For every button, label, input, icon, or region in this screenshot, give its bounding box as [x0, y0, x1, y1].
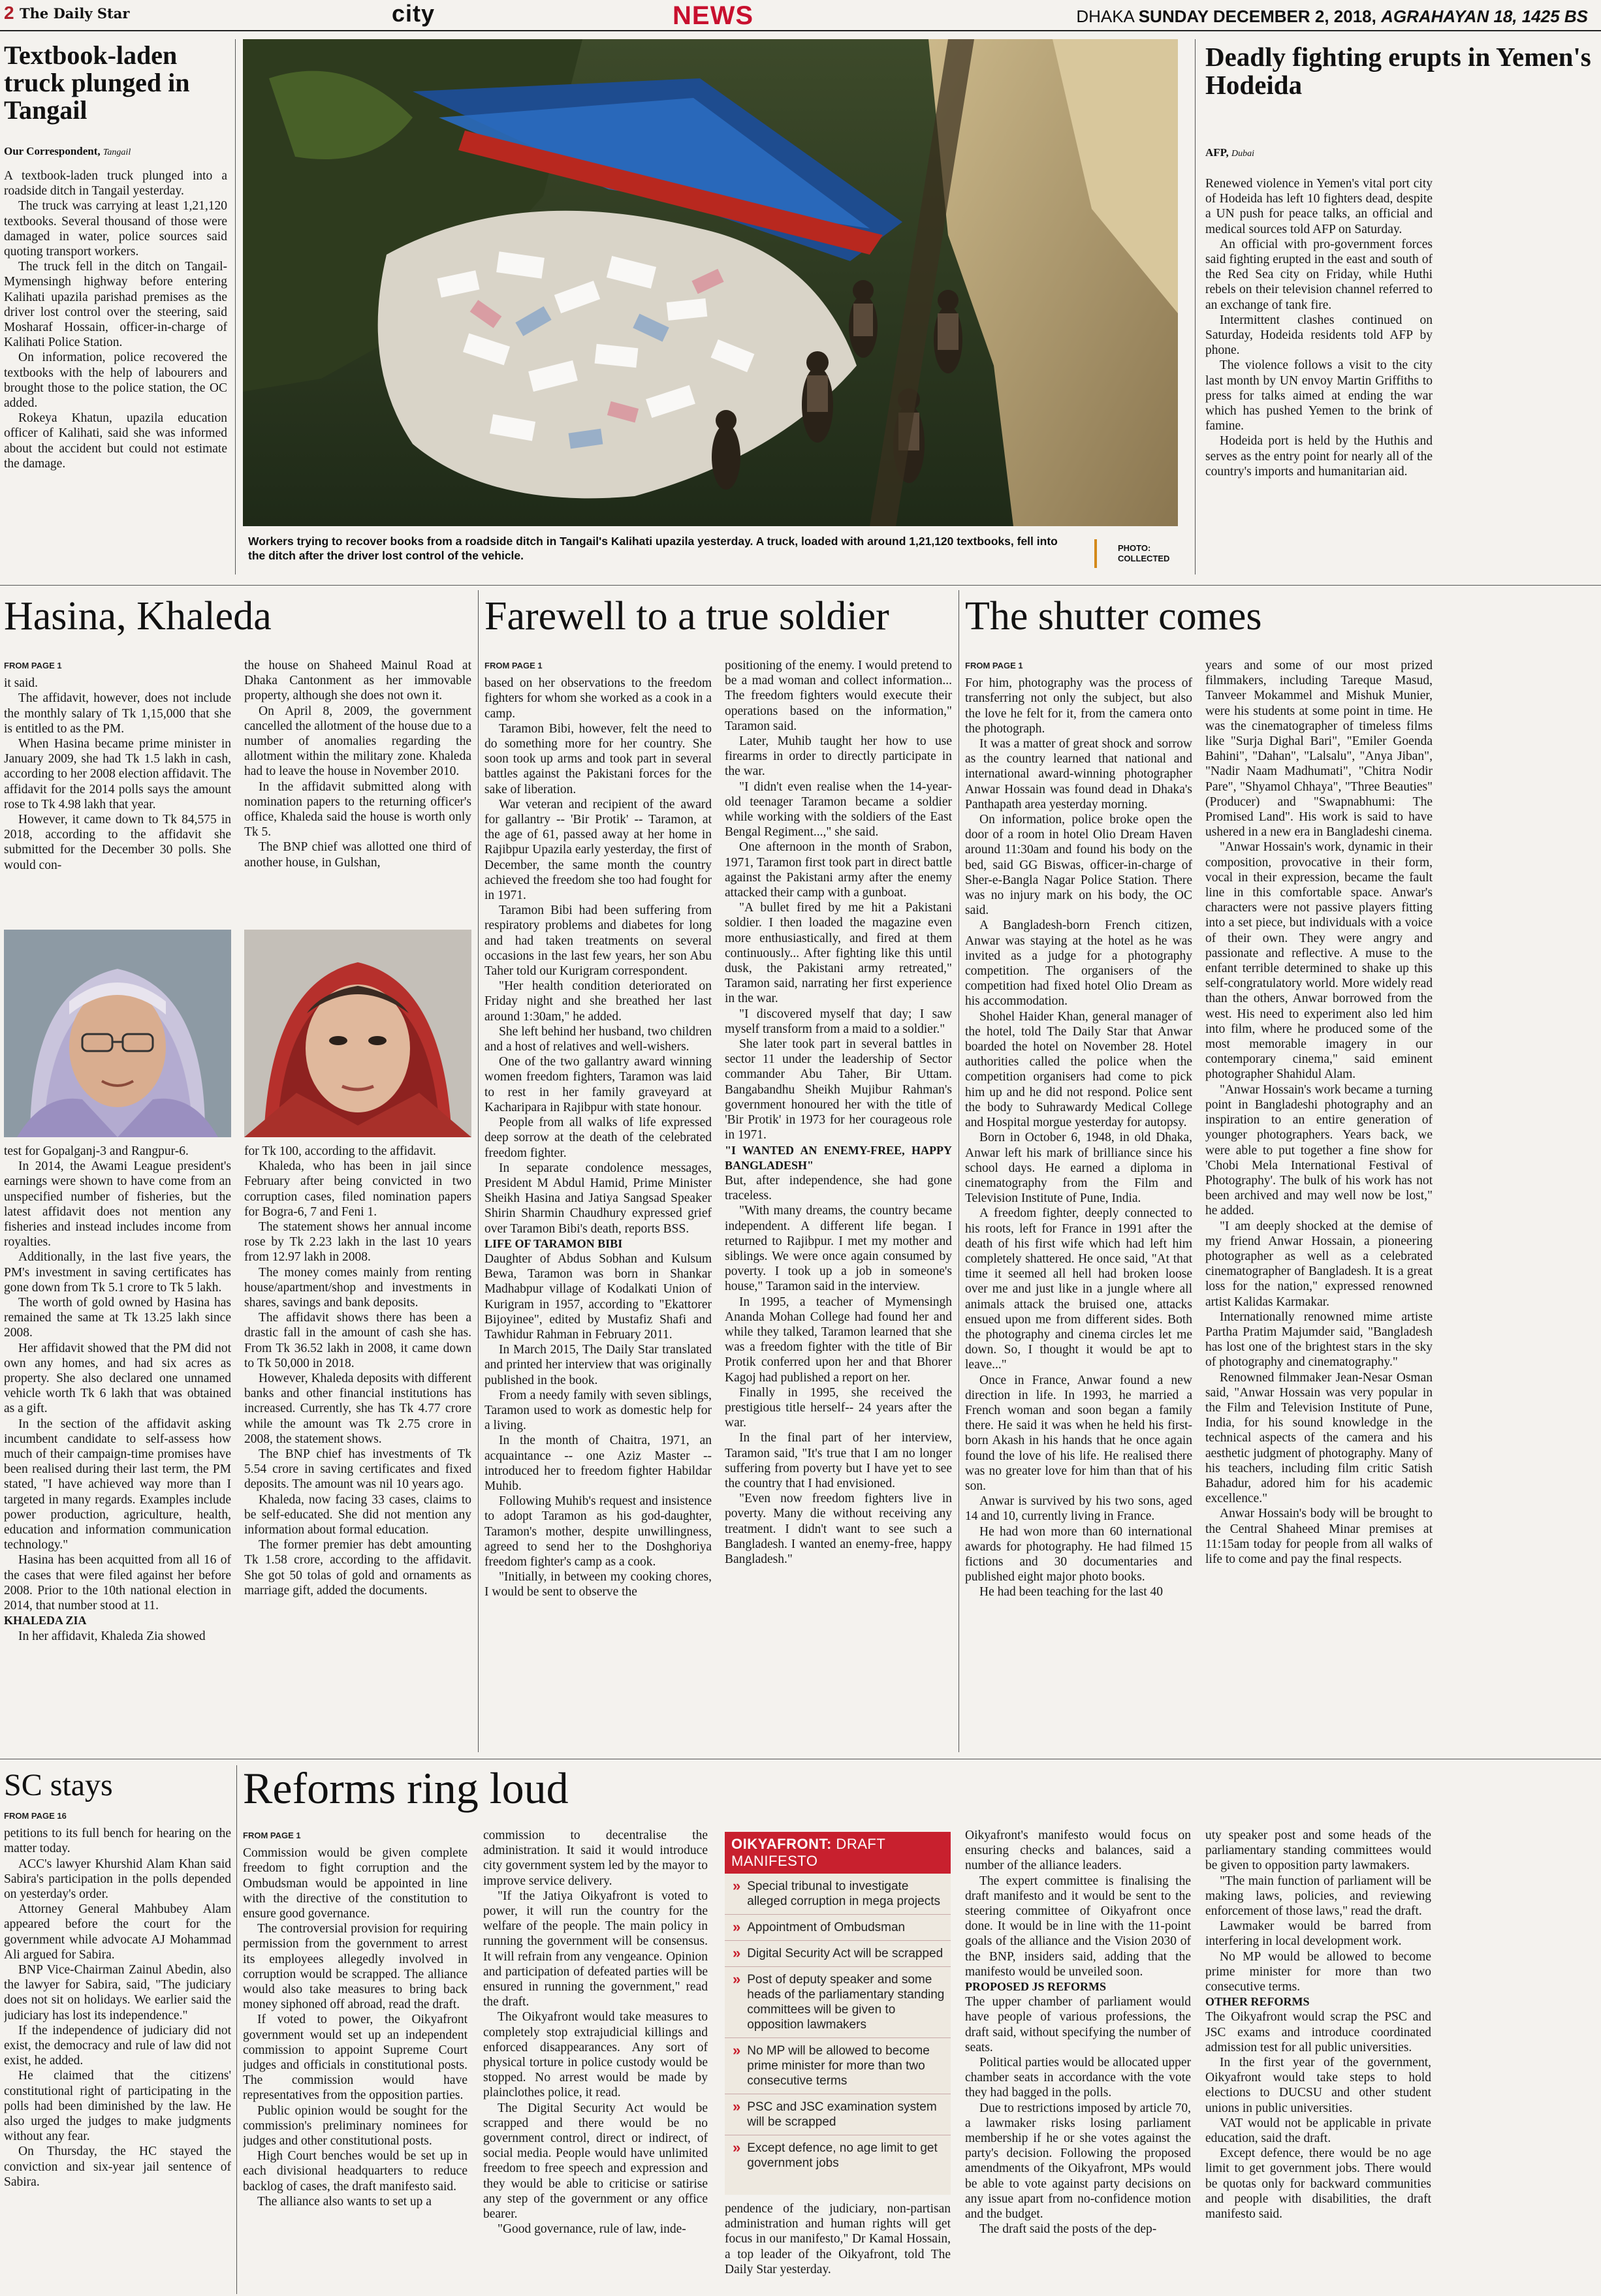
- paragraph: He had won more than 60 international awards for photography. He had filmed 15 fictions and 30 documentaries and published eight major photo books.: [965, 1524, 1192, 1584]
- paragraph: He claimed that the citizens' constitutional right of participating in the polls had been diminished by the law. He also urged the judges to make judgments without any fear.: [4, 2069, 231, 2144]
- paragraph: The Oikyafront would take measures to completely stop extrajudicial killings and enforced disappearances. Any sort of physical torture in police custody would be stopped. No arrest would be made by plainclothes police, it read.: [483, 2010, 708, 2100]
- paragraph: Daughter of Abdus Sobhan and Kulsum Bewa, Taramon was born in Shankar Madhabpur village of Kodalkati Union of Kurigram in 1957, according to "Ekattorer Bijoyinee", edited by Mustafiz Shafi and Tawhidur Rahman in February 2011.: [484, 1251, 712, 1342]
- hasina-col1-bottom: [4, 1144, 231, 1733]
- truck-headline: Textbook-laden truck plunged in Tangail: [4, 40, 190, 125]
- dateline: [1076, 7, 1588, 27]
- paragraph: Internationally renowned mime artiste Partha Pratim Majumder said, "Bangladesh has lost one of the brightest stars in the sky of photography and cinematography.": [1205, 1310, 1433, 1370]
- photo-credit-label: PHOTO:: [1118, 543, 1151, 553]
- paragraph: "The main function of parliament will be making laws, policies, and reviewing enforcement of those laws," read the draft.: [1205, 1874, 1431, 1919]
- from-page-label: FROM PAGE 1: [4, 661, 62, 670]
- from-page-label: FROM PAGE 1: [965, 661, 1023, 670]
- paragraph: The BNP chief was allotted one third of another house, in Gulshan,: [244, 840, 471, 870]
- date-bangla: AGRAHAYAN 18, 1425 BS: [1381, 7, 1588, 26]
- paragraph: Attorney General Mahbubey Alam appeared before the court for the government while advocate AJ Mohammad Ali argued for Sabira.: [4, 1902, 231, 1962]
- paragraph: Except defence, there would be no age limit to get government jobs. There would be quotas only for backward communities and people with disabilities, the draft manifesto said.: [1205, 2147, 1431, 2222]
- paragraph: If voted to power, the Oikyafront government would set up an independent commission to appoint Supreme Court judges and officials in constitutional posts. The commission would have representatives from the opposition parties.: [243, 2013, 468, 2103]
- paragraph: Later, Muhib taught her how to use firearms in order to directly participate in the war.: [725, 734, 952, 779]
- paragraph: Anwar Hossain's body will be brought to the Central Shaheed Minar premises at 11:15am today for people from all walks of life to come and pay the final respects.: [1205, 1507, 1433, 1566]
- manifesto-item-text: Post of deputy speaker and some heads of the parliamentary standing committees will be given to opposition lawmakers: [747, 1973, 945, 2032]
- paragraph: "I didn't even realise when the 14-year-old teenager Taramon became a soldier while working with the soldiers of the East Bengal Regiment...," she said.: [725, 779, 952, 840]
- truck-byline-place: Tangail: [103, 148, 131, 157]
- subheading: PROPOSED JS REFORMS: [965, 1980, 1107, 1994]
- paragraph: An official with pro-government forces said fighting erupted in the east and south of the Red Sea city on Friday, while Huthi rebels on their television channel referred to an exchange of tank fire.: [1205, 237, 1433, 312]
- paragraph: "Initially, in between my cooking chores, I would be sent to observe the: [484, 1570, 712, 1599]
- manifesto-item-text: PSC and JSC examination system will be scrapped: [747, 2100, 937, 2129]
- manifesto-item: [725, 1915, 951, 1941]
- paragraph: "Even now freedom fighters live in poverty. Many die without receiving any treatment. I didn't want to see such a Bangladesh. I wanted an enemy-free, happy Bangladesh.": [725, 1492, 952, 1566]
- paragraph: Following Muhib's request and insistence to adopt Taramon as his god-daughter, Taramon's mother, despite unwillingness, agreed to send her to the Doshghoriya freedom fighter's camp as a cook.: [484, 1494, 712, 1569]
- paragraph: In the section of the affidavit asking incumbent candidate to self-assess how much of their campaign-time promises have been realised during their last term, the PM stated, "I have achieved way more than I targeted in many regards. Examples include power production, agriculture, health, education and information communication technology.": [4, 1417, 231, 1552]
- shutter-col2: [1205, 658, 1433, 1755]
- manifesto-title-bold: OIKYAFRONT:: [731, 1836, 832, 1852]
- hasina-portrait: [4, 930, 231, 1137]
- soldier-col1: [484, 658, 712, 1755]
- paragraph: pendence of the judiciary, non-partisan administration and human rights will get focus in our manifesto," Dr Kamal Hossain, a top leader of the Oikyafront, told The Daily Star yesterday.: [725, 2202, 951, 2276]
- paragraph: BNP Vice-Chairman Zainul Abedin, also the lawyer for Sabira, said, "The judiciary does not sit on holidays. We earlier said the judiciary has lost its independence.": [4, 1963, 231, 2022]
- paragraph: A textbook-laden truck plunged into a roadside ditch in Tangail yesterday.: [4, 169, 227, 198]
- paragraph: Taramon Bibi had been suffering from respiratory problems and diabetes for long and had taken treatments on several occasions in the last few years, her son Abu Taher told our Kurigram correspondent.: [484, 904, 712, 979]
- paragraph: She later took part in several battles in sector 11 under the leadership of Sector commander Abu Taher, Bir Uttam. Bangabandhu Sheikh Mujibur Rahman's government honoured her with the title of 'Bir Protik' in 1973 for her courageous role in 1971.: [725, 1037, 952, 1142]
- paragraph: Anwar is survived by his two sons, aged 14 and 10, currently living in France.: [965, 1494, 1192, 1524]
- paragraph: One of the two gallantry award winning women freedom fighters, Taramon was laid to rest in her family graveyard at Kacharipara in Rajibpur with state honour.: [484, 1055, 712, 1114]
- from-page-label: FROM PAGE 1: [484, 661, 543, 670]
- paragraph: "If the Jatiya Oikyafront is voted to power, it will run the country for the welfare of the people. The main policy in running the government will be consensus. It will refrain from any vengeance. Opinion and participation of defeated parties will be ensured in running the government," read the draft.: [483, 1889, 708, 2009]
- paragraph: Finally in 1995, she received the prestigious title herself-- 24 years after the war.: [725, 1385, 952, 1430]
- paragraph: The upper chamber of parliament would have people of various professions, the draft said, without specifying the number of seats.: [965, 1995, 1191, 2054]
- subheading: KHALEDA ZIA: [4, 1614, 87, 1628]
- paragraph: In 2014, the Awami League president's earnings were shown to have come from an unspecified number of fisheries, but the latest affidavit does not mention any fisheries and instead includes income from royalties.: [4, 1159, 231, 1250]
- paragraph: "I am deeply shocked at the demise of my friend Anwar Hossain, a pioneering photographer as well as a celebrated cinematographer of Bangladesh. It is a great loss for the nation," expressed renowned artist Kalidas Karmakar.: [1205, 1219, 1433, 1309]
- reforms-col3: [965, 1828, 1191, 2294]
- paragraph: The money comes mainly from renting house/apartment/shop and investments in shares, savings and bank deposits.: [244, 1265, 471, 1310]
- chevron-right-icon: »: [733, 1878, 741, 1894]
- khaleda-portrait: [244, 930, 471, 1137]
- paragraph: "I discovered myself that day; I saw myself transform from a maid to a soldier.": [725, 1007, 952, 1036]
- sc-body: [4, 1808, 231, 2291]
- column-rule: [236, 1765, 237, 2294]
- paragraph: In the final part of her interview, Taramon said, "It's true that I am no longer suffering from poverty but I have yet to see the country that I had envisioned.: [725, 1431, 952, 1490]
- paragraph: In 1995, a teacher of Mymensingh Ananda Mohan College had found her and while they talked, Taramon learned that she was a freedom fighter with the title of Bir Protik conferred upon her and that Bhorer Kagoj had published a report on her.: [725, 1295, 952, 1385]
- manifesto-item: [725, 2038, 951, 2094]
- column-rule: [1195, 39, 1196, 574]
- paragraph: Khaleda, who has been in jail since February after being convicted in two corruption cases, filed nomination papers for Bogra-6, 7 and Feni 1.: [244, 1159, 471, 1219]
- paragraph: Khaleda, now facing 33 cases, claims to be self-educated. She did not mention any information about formal education.: [244, 1492, 471, 1537]
- paragraph: But, after independence, she had gone traceless.: [725, 1173, 952, 1203]
- paragraph: based on her observations to the freedom fighters for whom she worked as a cook in a camp.: [484, 676, 712, 721]
- paragraph: If the independence of judiciary did not exist, the democracy and rule of law did not exist, he added.: [4, 2023, 231, 2068]
- paragraph: VAT would not be applicable in private education, said the draft.: [1205, 2116, 1431, 2146]
- reforms-headline: Reforms ring loud: [243, 1763, 569, 1813]
- paragraph: On information, police broke open the door of a room in hotel Olio Dream Haven around 11:30am and found his body on the bed, said GG Biswas, officer-in-charge of Sher-e-Bangla Nagar Police Station. There was no injury mark on his body, the OC said.: [965, 813, 1192, 918]
- paragraph: Taramon Bibi, however, felt the need to do something more for her country. She soon took up arms and took part in several battles against the Pakistani forces for the sake of liberation.: [484, 721, 712, 796]
- subheading: "I WANTED AN ENEMY-FREE, HAPPY BANGLADESH": [725, 1143, 952, 1172]
- paragraph: The draft said the posts of the dep-: [979, 2222, 1157, 2237]
- manifesto-item-text: Digital Security Act will be scrapped: [747, 1947, 943, 1960]
- paragraph: The worth of gold owned by Hasina has remained the same at Tk 13.25 lakh since 2008.: [4, 1296, 231, 1340]
- subheading: LIFE OF TARAMON BIBI: [484, 1236, 623, 1250]
- paragraph: From a needy family with seven siblings, Taramon used to work as domestic help for a living.: [484, 1388, 712, 1433]
- manifesto-item: [725, 1941, 951, 1967]
- truck-photo: [243, 39, 1178, 526]
- khaleda-portrait-illustration: [244, 930, 471, 1137]
- sc-headline: SC stays: [4, 1768, 113, 1802]
- paragraph: In March 2015, The Daily Star translated and printed her interview that was originally published in the book.: [484, 1343, 712, 1387]
- chevron-right-icon: »: [733, 1945, 741, 1961]
- photo-caption: Workers trying to recover books from a roadside ditch in Tangail's Kalihati upazila yesterday. A truck, loaded with around 1,21,120 textbooks, fell into the ditch after the driver lost control of the vehicle.: [248, 535, 1058, 562]
- paragraph: for Tk 100, according to the affidavit.: [244, 1144, 436, 1158]
- paragraph: Oikyafront's manifesto would focus on ensuring checks and balances, said a number of the alliance leaders.: [965, 1829, 1191, 1873]
- paragraph: petitions to its full bench for hearing on the matter today.: [4, 1827, 231, 1856]
- paragraph: High Court benches would be set up in each divisional headquarters to reduce backlog of cases, the draft manifesto said.: [243, 2149, 468, 2194]
- section-rule: [0, 585, 1601, 586]
- paragraph: The BNP chief has investments of Tk 5.54 crore in saving certificates and fixed deposits. The amount was nil 10 years ago.: [244, 1447, 471, 1492]
- paragraph: The affidavit shows there has been a drastic fall in the amount of cash she has. From Tk 36.52 lakh in 2008, it came down to Tk 50,000 in 2018.: [244, 1311, 471, 1370]
- paragraph: In the affidavit submitted along with nomination papers to the returning officer's office, Khaleda said the house is worth only Tk 5.: [244, 779, 471, 840]
- paragraph: Commission would be given complete freedom to fight corruption and the Ombudsman would be appointed in line with the directive of the constitution to ensure good governance.: [243, 1846, 468, 1921]
- manifesto-item: [725, 1967, 951, 2038]
- paragraph: In her affidavit, Khaleda Zia showed: [18, 1629, 206, 1643]
- shutter-col1: [965, 658, 1192, 1755]
- paragraph: test for Gopalganj-3 and Rangpur-6.: [4, 1144, 189, 1158]
- manifesto-item-text: Appointment of Ombudsman: [747, 1921, 906, 1934]
- truck-byline: [4, 145, 232, 158]
- manifesto-title: [725, 1832, 951, 1874]
- paragraph: "Her health condition deteriorated on Friday night and she breathed her last around 1:30am," he added.: [484, 979, 712, 1024]
- hasina-col2-top: [244, 658, 471, 928]
- chevron-right-icon: »: [733, 2139, 741, 2156]
- manifesto-title-rest: DRAFT MANIFESTO: [731, 1836, 885, 1869]
- paragraph: commission to decentralise the administration. It said it would introduce city government system led by the mayor to improve service delivery.: [483, 1829, 708, 1888]
- paragraph: Intermittent clashes continued on Saturday, Hodeida residents told AFP by phone.: [1205, 313, 1433, 358]
- subheading: OTHER REFORMS: [1205, 1995, 1310, 2009]
- paragraph: "A bullet fired by me hit a Pakistani soldier. I then loaded the magazine even more enthusiastically, and fired at them continuously... After fighting like this until dusk, the Pakistani army retreated," Taramon said, narrating her first experience in the war.: [725, 901, 952, 1006]
- reforms-col2: [483, 1828, 708, 2294]
- paragraph: In the first year of the government, Oikyafront would take steps to hold elections to DUCSU and other student unions in public universities.: [1205, 2056, 1431, 2115]
- manifesto-item: [725, 2135, 951, 2176]
- paragraph: "Good governance, rule of law, inde-: [498, 2222, 686, 2237]
- paragraph: Due to restrictions imposed by article 70, a lawmaker risks losing parliament membership if he or she votes against the party's decision. Following the proposed amendments of the Oikyafront, MPs would be able to vote against party decisions on any issue apart from no-confidence motion and the budget.: [965, 2101, 1191, 2222]
- chevron-right-icon: »: [733, 1971, 741, 1987]
- truck-photo-illustration: [243, 39, 1178, 526]
- paragraph: The controversial provision for requiring permission from the government to arrest its employees allegedly involved in corruption would be scrapped. The alliance would also take measures to bring back money siphoned off abroad, read the draft.: [243, 1922, 468, 2012]
- paragraph: Shohel Haider Khan, general manager of the hotel, told The Daily Star that Anwar boarded the hotel on November 28. Hotel authorities called the police when the competition organisers had come to pick him up and he did not respond. Police sent the body to Suhrawardy Medical College and Hospital morgue yesterday for autopsy.: [965, 1009, 1192, 1130]
- paper-name: The Daily Star: [20, 5, 130, 22]
- paragraph: positioning of the enemy. I would pretend to be a mad woman and collect information... The freedom fighters would execute their operations based on the information," Taramon said.: [725, 659, 952, 733]
- paragraph: years and some of our most prized filmmakers, including Tareque Masud, Tanveer Mokammel and Mishuk Munier, were his students at some point in time. He was the cinematographer of timeless films like "Surja Dighal Bari", "Emiler Goenda Bahini", "Dahan", "Lalsalu", "Anya Jiban", "Nadir Naam Madhumati", "Chitra Nodir Pare", "Shyamol Chhaya", "Three Beauties" (Producer) and "Swapnabhumi: The Promised Land". His work is said to have ushered in a new era in Bangladeshi cinema.: [1205, 659, 1433, 840]
- paragraph: Political parties would be allocated upper chamber seats in accordance with the vote they had bagged in the polls.: [965, 2056, 1191, 2100]
- paragraph: War veteran and recipient of the award for gallantry -- 'Bir Protik' -- Taramon, at the age of 61, passed away at her home in Rajibpur Upazila early yesterday, the first of December, the same month the country achieved the freedom she too had fought for in 1971.: [484, 797, 712, 903]
- from-page-label: FROM PAGE 1: [243, 1831, 301, 1840]
- credit-marker: [1094, 539, 1097, 568]
- page-number: 2: [4, 3, 14, 23]
- paragraph: Rokeya Khatun, upazila education officer of Kalihati, said she was informed about the accident but could not estimate the damage.: [4, 411, 227, 471]
- paragraph: In the month of Chaitra, 1971, an acquaintance -- one Aziz Master -- introduced her to freedom fighter Habildar Muhib.: [484, 1434, 712, 1493]
- paragraph: One afternoon in the month of Srabon, 1971, Taramon first took part in direct battle against the Pakistani army after the enemy attacked their camp with a gunboat.: [725, 840, 952, 900]
- chevron-right-icon: »: [733, 2098, 741, 2115]
- paragraph: Hodeida port is held by the Huthis and serves as the entry point for nearly all of the country's imports and humanitarian aid.: [1205, 434, 1433, 479]
- paragraph: The affidavit, however, does not include the monthly salary of Tk 1,15,000 that she is entitled to as the PM.: [4, 691, 231, 736]
- shutter-headline: The shutter comes: [965, 594, 1262, 638]
- paragraph: the house on Shaheed Mainul Road at Dhaka Cantonment as her immovable property, although she does not own it.: [244, 659, 471, 703]
- paragraph: Born in October 6, 1948, in old Dhaka, Anwar left his mark of brilliance since his school days. He earned a diploma in cinematography from the Film and Television Institute of Pune, India.: [965, 1131, 1192, 1206]
- paragraph: A Bangladesh-born French citizen, Anwar was staying at the hotel as he was invited as a judge for a photography competition. The organisers of the competition had fixed hotel Olio Dream as his accommodation.: [965, 919, 1192, 1009]
- paragraph: For him, photography was the process of transferring not only the subject, but also the love he felt for it, from the camera onto the photograph.: [965, 676, 1192, 736]
- paragraph: He had been teaching for the last 40: [979, 1585, 1164, 1599]
- paragraph: Once in France, Anwar found a new direction in life. In 1993, he married a French woman and soon began a family there. He said it was when he held his first-born Akash in his hands that he once again found the love of his life. He realised there was no greater love for him than that of his son.: [965, 1373, 1192, 1493]
- photo-credit: [1118, 543, 1183, 564]
- paragraph: In separate condolence messages, President M Abdul Hamid, Prime Minister Sheikh Hasina and Jatiya Sangsad Speaker Shirin Sharmin Chaudhury expressed grief over Taramon Bibi's death, reports BSS.: [484, 1161, 712, 1236]
- truck-body: [4, 168, 227, 573]
- paragraph: uty speaker post and some heads of the parliamentary standing committees would be given to opposition party lawmakers.: [1205, 1829, 1431, 1873]
- reforms-col4: [1205, 1828, 1431, 2294]
- hasina-col1-top: [4, 658, 231, 928]
- paragraph: She left behind her husband, two children and a host of relatives and well-wishers.: [484, 1024, 712, 1054]
- reforms-col2-cont: [725, 2201, 951, 2293]
- yemen-headline: Deadly fighting erupts in Yemen's Hodeida: [1205, 42, 1591, 101]
- chevron-right-icon: »: [733, 2042, 741, 2058]
- paragraph: A freedom fighter, deeply connected to his roots, left for France in 1991 after the death of his first wife which had left him completely shattered. He once said, "At that time it seemed all hell had broken loose over me and just like in a jungle where all animals attack the bruised one, attacks ensued upon me from different sides. Both the photography and cinema circles let me down. So, I thought it would be apt to leave...": [965, 1206, 1192, 1372]
- manifesto-box: [725, 1832, 951, 2195]
- paragraph: Public opinion would be sought for the commission's preliminary nominees for judges and other constitutional posts.: [243, 2103, 468, 2148]
- section-city: city: [392, 0, 436, 27]
- paragraph: People from all walks of life expressed deep sorrow at the death of the celebrated freedom fighter.: [484, 1116, 712, 1160]
- page-header: [0, 0, 1601, 31]
- section-news: NEWS: [673, 1, 753, 30]
- paragraph: "Anwar Hossain's work, dynamic in their composition, provocative in their form, vocal in their expression, became the fault line in this comfortable space. Anwar's characters were not passive players fitting into a set piece, but individuals with a voice of their own. They were angry and passionate and reflective. A muse to the enfant terrible determined to shake up this self-congratulatory world. More widely read than the others, Anwar borrowed from the west. His need to experiment also led him into film, where he produced some of the most memorable imagery in our contemporary cinema," said eminent photographer Shahidul Alam.: [1205, 840, 1433, 1082]
- manifesto-item: [725, 1874, 951, 1915]
- paragraph: The truck fell in the ditch on Tangail-Mymensingh highway before entering Kalihati upazila parishad premises as the driver lost control over the steering, said Mosharaf Hossain, officer-in-charge of Kalihati Police Station.: [4, 260, 227, 350]
- yemen-body: [1205, 176, 1433, 574]
- date-day: SUNDAY DECEMBER 2, 2018,: [1138, 7, 1376, 26]
- paragraph: The violence follows a visit to the city last month by UN envoy Martin Griffiths to press for talks aimed at ending the war which has pushed Yemen to the brink of famine.: [1205, 358, 1433, 433]
- soldier-headline: Farewell to a true soldier: [484, 594, 889, 638]
- manifesto-item: [725, 2094, 951, 2135]
- paragraph: The former premier has debt amounting Tk 1.58 crore, according to the affidavit. She got 50 tolas of gold and ornaments as marriage gift, added the documents.: [244, 1538, 471, 1597]
- column-rule: [478, 590, 479, 1752]
- paragraph: However, Khaleda deposits with different banks and other financial institutions has increased. Currently, she has Tk 4.77 crore while the amount was Tk 2.75 crore in 2008, the statement shows.: [244, 1372, 471, 1446]
- paragraph: The Digital Security Act would be scrapped and there would be no government control, direct or indirect, of social media. People would have unlimited freedom to free speech and expression and they would be able to criticise or satirise any step of the government or any office bearer.: [483, 2101, 708, 2222]
- paragraph: Hasina has been acquitted from all 16 of the cases that were filed against her before 2008. Prior to the 10th national election in 2014, that number stood at 11.: [4, 1553, 231, 1613]
- paragraph: Additionally, in the last five years, the PM's investment in saving certificates has gone down from Tk 5.1 crore to Tk 5 lakh.: [4, 1250, 231, 1295]
- paragraph: it said.: [4, 676, 38, 691]
- reforms-col1: [243, 1828, 468, 2294]
- paragraph: Renewed violence in Yemen's vital port city of Hodeida has left 10 fighters dead, despite a UN push for peace talks, an official and medical sources told AFP on Saturday.: [1205, 177, 1433, 236]
- truck-byline-name: Our Correspondent,: [4, 145, 101, 157]
- paragraph: The truck was carrying at least 1,21,120 textbooks. Several thousand of those were damaged in water, police sources said quoting transport workers.: [4, 199, 227, 259]
- hasina-col2-bottom: [244, 1144, 471, 1733]
- hasina-headline: Hasina, Khaleda: [4, 594, 272, 638]
- yemen-byline-place: Dubai: [1231, 149, 1254, 159]
- photo-credit-value: COLLECTED: [1118, 554, 1170, 563]
- date-city: DHAKA: [1076, 7, 1134, 26]
- manifesto-item-text: Special tribunal to investigate alleged corruption in mega projects: [747, 1879, 940, 1908]
- paragraph: Her affidavit showed that the PM did not own any homes, and had six acres as property. She also declared one unnamed vehicle worth Tk 6 lakh that was obtained as a gift.: [4, 1341, 231, 1416]
- paragraph: The Oikyafront would scrap the PSC and JSC exams and introduce coordinated admission test for all public universities.: [1205, 2010, 1431, 2054]
- manifesto-item-text: No MP will be allowed to become prime minister for more than two consecutive terms: [747, 2044, 930, 2088]
- soldier-col2: [725, 658, 952, 1755]
- paragraph: Renowned filmmaker Jean-Nesar Osman said, "Anwar Hossain was very popular in the Film and Television Institute of Pune, India, for his sound knowledge in the technical aspects of the camera and his aesthetic judgment of photography. Many of his teachers, including film critic Satish Bahadur, adored him for his academic excellence.": [1205, 1370, 1433, 1506]
- chevron-right-icon: »: [733, 1919, 741, 1935]
- paragraph: No MP would be allowed to become prime minister for more than two consecutive terms.: [1205, 1949, 1431, 1994]
- column-rule: [235, 39, 236, 574]
- paragraph: The statement shows her annual income rose by Tk 2.23 lakh in the last 10 years from 12.97 lakh in 2008.: [244, 1220, 471, 1265]
- paragraph: The alliance also wants to set up a: [257, 2194, 432, 2209]
- paragraph: "Anwar Hossain's work became a turning point in Bangladeshi photography and an inspiration to an entire generation of younger photographers. Years back, we were able to put together a fine show for 'Chobi Mela International Festival of Photography'. The bulk of his work has not been archived and may well now be lost," he added.: [1205, 1082, 1433, 1218]
- paragraph: On information, police recovered the textbooks with the help of labourers and brought those to the police station, the OC added.: [4, 351, 227, 411]
- from-page-label: FROM PAGE 16: [4, 1811, 67, 1821]
- paragraph: ACC's lawyer Khurshid Alam Khan said Sabira's participation in the polls depended on yesterday's order.: [4, 1857, 231, 1902]
- paragraph: It was a matter of great shock and sorrow as the country learned that national and international award-winning photographer Anwar Hossain was found dead in Dhaka's Panthapath area yesterday morning.: [965, 737, 1192, 811]
- paragraph: On April 8, 2009, the government cancelled the allotment of the house due to a number of anomalies regarding the allotment within the military zone. Khaleda had to leave the house in November 2010.: [244, 704, 471, 779]
- paragraph: On Thursday, the HC stayed the conviction and six-year jail sentence of Sabira.: [4, 2145, 231, 2189]
- hasina-portrait-illustration: [4, 930, 231, 1137]
- paragraph: The expert committee is finalising the draft manifesto and it would be sent to the steering committee of Oikyafront once done. It would be in line with the 11-point goals of the alliance and the Vision 2030 of the BNP, insiders said, adding that the manifesto would be unveiled soon.: [965, 1874, 1191, 1979]
- yemen-byline: [1205, 146, 1532, 159]
- paragraph: Lawmaker would be barred from interfering in local development work.: [1205, 1919, 1431, 1949]
- paragraph: However, it came down to Tk 84,575 in 2018, according to the affidavit she submitted for the December 30 polls. She would con-: [4, 813, 231, 872]
- manifesto-item-text: Except defence, no age limit to get government jobs: [747, 2141, 938, 2170]
- paragraph: When Hasina became prime minister in January 2009, she had Tk 1.5 lakh in cash, according to her 2008 election affidavit. The affidavit for the 2014 polls says the amount rose to Tk 4.98 lakh that year.: [4, 737, 231, 811]
- yemen-byline-name: AFP,: [1205, 146, 1229, 159]
- paragraph: "With many dreams, the country became independent. A different life began. I returned to Rajibpur. I met my mother and siblings. We were once again consumed by poverty. I took up a job in someone's house," Taramon said in the interview.: [725, 1204, 952, 1294]
